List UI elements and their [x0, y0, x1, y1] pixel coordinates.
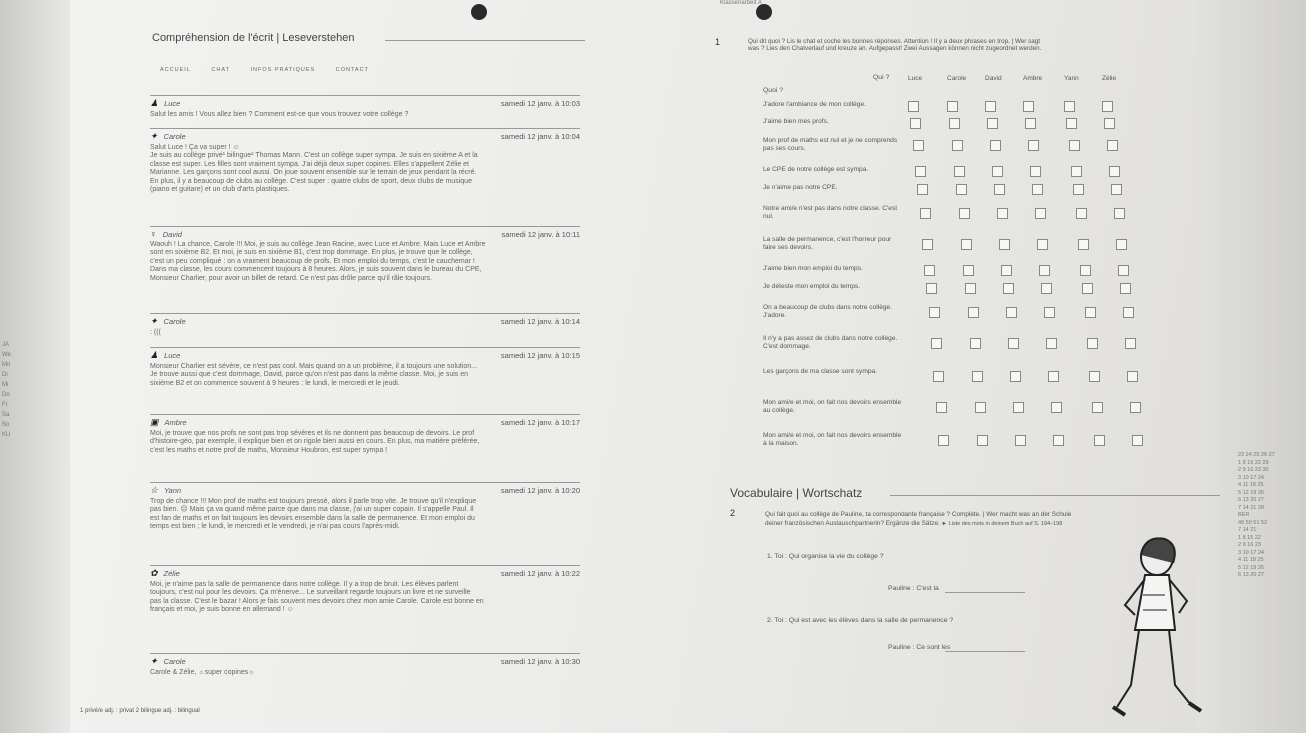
statement: J'aime bien mon emploi du temps.	[763, 265, 863, 272]
message-line: Moi, je trouve que nos profs ne sont pas trop sévères et ils ne donnent pas beaucoup de devoirs. Le prof	[150, 430, 475, 437]
author-name: Yann	[164, 486, 182, 495]
nav-chat[interactable]: CHAT	[211, 67, 230, 73]
section-title: Compréhension de l'écrit | Leseverstehen	[152, 32, 355, 44]
chat-message	[150, 95, 580, 119]
answer-checkbox[interactable]	[1001, 265, 1012, 276]
answer-checkbox[interactable]	[1035, 208, 1046, 219]
message-line: Dans ma classe, les cours commencent toujours à 8 heures. Alors, je suis souvent dans le bureau du CPE,	[150, 266, 482, 274]
answer-checkbox[interactable]	[999, 239, 1010, 250]
task1-instruction-line2: was ? Lies den Chatverlauf und kreuze an. Aufgepasst! Zwei Aussagen können nicht zugeordnet werden.	[748, 45, 1042, 52]
message-line: sixième B2 et on commence souvent à 9 heures : le lundi, le mercredi et le jeudi.	[150, 379, 400, 387]
chat-message	[150, 128, 580, 194]
author-name: Luce	[164, 99, 181, 108]
message-author	[150, 229, 182, 239]
message-timestamp: samedi 12 janv. à 10:03	[500, 99, 580, 108]
answer-checkbox[interactable]	[1123, 307, 1134, 318]
answer-checkbox[interactable]	[1092, 402, 1103, 413]
message-header	[150, 653, 580, 667]
quoi-label: Quoi ?	[763, 87, 784, 94]
answer-checkbox[interactable]	[1032, 184, 1043, 195]
answer-checkbox[interactable]	[931, 338, 942, 349]
message-header	[150, 482, 580, 496]
bird-icon: ✦	[150, 131, 158, 141]
answer-checkbox[interactable]	[1008, 338, 1019, 349]
message-timestamp: samedi 12 janv. à 10:22	[500, 569, 580, 578]
punch-hole	[471, 4, 487, 20]
answer-checkbox[interactable]	[1066, 118, 1077, 129]
nav-accueil[interactable]: ACCUEIL	[160, 67, 191, 73]
margin-fragment: Di	[2, 372, 8, 378]
answer-checkbox[interactable]	[1111, 184, 1122, 195]
answer-checkbox[interactable]	[965, 283, 976, 294]
answer-checkbox[interactable]	[1085, 307, 1096, 318]
column-header: Yann	[1064, 75, 1079, 82]
answer-checkbox[interactable]	[933, 371, 944, 382]
author-name: Carole	[163, 317, 186, 326]
answer-checkbox[interactable]	[926, 283, 937, 294]
message-line: (piano et guitare) et un club d'arts plastiques.	[150, 186, 290, 194]
answer-checkbox[interactable]	[947, 101, 958, 112]
answer-checkbox[interactable]	[963, 265, 974, 276]
message-line: En plus, il y a beaucoup de clubs au collège. C'est super : quatre clubs de sport, deux clubs de musique	[150, 177, 472, 185]
message-line: Moi, je n'aime pas la salle de permanence dans notre collège. Il y a trop de bruit. Les élèves parlent	[150, 581, 459, 588]
message-author	[150, 568, 180, 579]
answer-checkbox[interactable]	[1118, 265, 1129, 276]
answer-checkbox[interactable]	[954, 166, 965, 177]
margin-fragment: We	[2, 352, 11, 358]
answer-checkbox[interactable]	[1003, 283, 1014, 294]
answer-checkbox[interactable]	[1089, 371, 1100, 382]
chat-message	[150, 313, 580, 337]
message-line: Waouh ! La chance, Carole !!! Moi, je suis au collège Jean Racine, avec Luce et Ambre. Mais Luce et Ambre	[150, 241, 486, 248]
qui-label: Qui ?	[873, 74, 890, 81]
message-line: toujours, c'est nul pour les devoirs. Ça m'énerve... Le surveillant regarde toujours un livre et ne surveille	[150, 589, 471, 597]
answer-checkbox[interactable]	[908, 101, 919, 112]
calendar-row: 23 24 25 26 27	[1238, 452, 1275, 458]
column-header: Carole	[947, 75, 967, 82]
message-timestamp: samedi 12 janv. à 10:30	[500, 657, 580, 666]
message-line: sont en sixième B2. Et moi, je suis en sixième B1, c'est trop dommage. En plus, je trouve que le collège,	[150, 249, 473, 257]
answer-2-prompt: Pauline : Ce sont les	[888, 644, 951, 651]
statement: Notre ami/e n'est pas dans notre classe. C'est nul.	[763, 205, 898, 220]
message-timestamp: samedi 12 janv. à 10:11	[501, 229, 580, 239]
chat-message	[150, 414, 580, 455]
message-header	[150, 226, 580, 239]
calendar-row: 3 10 17 24	[1238, 474, 1264, 481]
message-author	[150, 131, 186, 142]
message-line: Je suis au collège privé¹ bilingue² Thomas Mann. C'est un collège super sympa. Je suis en sixième A et la	[150, 152, 478, 160]
message-header	[150, 414, 580, 428]
answer-checkbox[interactable]	[970, 338, 981, 349]
calendar-row: 5 12 19 26	[1238, 489, 1264, 496]
answer-checkbox[interactable]	[1037, 239, 1048, 250]
answer-checkbox[interactable]	[913, 140, 924, 151]
title-rule	[385, 40, 585, 41]
margin-fragment: Sa	[2, 412, 10, 418]
author-name: Zélie	[163, 569, 180, 578]
answer-checkbox[interactable]	[1102, 101, 1113, 112]
answer-checkbox[interactable]	[959, 208, 970, 219]
answer-checkbox[interactable]	[1127, 371, 1138, 382]
chat-message	[150, 226, 580, 283]
answer-checkbox[interactable]	[915, 166, 926, 177]
statement: On a beaucoup de clubs dans notre collège. J'adore.	[763, 304, 893, 319]
answer-checkbox[interactable]	[952, 140, 963, 151]
frame-icon: ▣	[150, 417, 159, 427]
answer-checkbox[interactable]	[1104, 118, 1115, 129]
answer-checkbox[interactable]	[910, 118, 921, 129]
answer-checkbox[interactable]	[1132, 435, 1143, 446]
task1-instruction	[748, 38, 1228, 52]
answer-checkbox[interactable]	[1071, 166, 1082, 177]
answer-checkbox[interactable]	[1082, 283, 1093, 294]
answer-checkbox[interactable]	[994, 184, 1005, 195]
message-line: Trop de chance !!! Mon prof de maths est toujours pressé, alors il parle trop vite. Je trouve qu'il n'explique	[150, 498, 477, 505]
statement: Mon ami/e et moi, on fait nos devoirs ensemble au collège.	[763, 399, 902, 414]
message-author	[150, 656, 186, 667]
statement: Je n'aime pas notre CPE.	[763, 184, 838, 191]
answer-checkbox[interactable]	[1013, 402, 1024, 413]
statement: Il n'y a pas assez de clubs dans notre collège. C'est dommage.	[763, 335, 898, 350]
student-illustration	[1095, 535, 1215, 730]
answer-checkbox[interactable]	[1028, 140, 1039, 151]
margin-fragment: KU	[2, 432, 11, 438]
chat-nav	[160, 67, 387, 73]
answer-checkbox[interactable]	[1051, 402, 1062, 413]
message-timestamp: samedi 12 janv. à 10:20	[500, 486, 580, 495]
answer-checkbox[interactable]	[936, 402, 947, 413]
answer-checkbox[interactable]	[1053, 435, 1064, 446]
bird-icon: ✦	[150, 316, 158, 326]
vocab-title: Vocabulaire | Wortschatz	[730, 486, 863, 500]
message-header	[150, 128, 580, 142]
chat-message	[150, 482, 580, 532]
calendar-row: 7 14 21	[1238, 527, 1257, 533]
question-1: 1. Toi : Qui organise la vie du collège ?	[767, 553, 884, 560]
statement: Les garçons de ma classe sont sympa.	[763, 368, 877, 375]
message-line: français et moi, je suis bonne en allemand ! ☺	[150, 606, 294, 614]
author-name: Carole	[163, 132, 186, 141]
margin-fragment: Mo	[2, 362, 11, 368]
person-icon: ♟	[150, 98, 159, 108]
statement: Le CPE de notre collège est sympa.	[763, 166, 869, 173]
answer-checkbox[interactable]	[938, 435, 949, 446]
answer-checkbox[interactable]	[1015, 435, 1026, 446]
message-timestamp: samedi 12 janv. à 10:17	[500, 418, 580, 427]
pin-icon: ♀	[150, 229, 157, 239]
calendar-row: BER	[1238, 512, 1250, 518]
task1-instruction-line1: Qui dit quoi ? Lis le chat et coche les bonnes réponses. Attention ! Il y a deux phrases en trop. | Wer sagt	[748, 38, 1041, 45]
answer-checkbox[interactable]	[1073, 184, 1084, 195]
message-line: est fan de maths et on fait toujours les devoirs ensemble dans la salle de permanence. Et mon emploi du	[150, 514, 475, 522]
message-line: Monsieur Charlier, pour avoir un billet de retard. Ce n'est pas drôle parce qu'il râle toujours.	[150, 274, 433, 282]
answer-checkbox[interactable]	[956, 184, 967, 195]
answer-checkbox[interactable]	[1010, 371, 1021, 382]
column-header: Luce	[908, 75, 923, 82]
answer-checkbox[interactable]	[1039, 265, 1050, 276]
statement: J'adore l'ambiance de mon collège.	[763, 101, 866, 108]
statement: J'aime bien mes profs.	[763, 118, 829, 125]
message-body	[150, 241, 580, 283]
message-timestamp: samedi 12 janv. à 10:14	[500, 317, 580, 326]
answer-checkbox[interactable]	[1094, 435, 1105, 446]
answer-checkbox[interactable]	[949, 118, 960, 129]
calendar-row: 7 14 21 28	[1238, 504, 1264, 511]
message-line: Je trouve aussi que c'est dommage, David, parce qu'on n'est pas dans la même classe. Moi, je suis en	[150, 371, 469, 379]
chat-message	[150, 347, 580, 388]
column-header: David	[985, 75, 1002, 82]
answer-checkbox[interactable]	[985, 101, 996, 112]
task2-instruction-line1: Qui fait quoi au collège de Pauline, ta correspondante française ? Complète. | Wer macht was an der Schule	[765, 511, 1072, 518]
task1-number: 1	[715, 37, 721, 47]
task2-number: 2	[730, 508, 736, 518]
statement: Mon ami/e et moi, on fait nos devoirs ensemble à la maison.	[763, 432, 902, 447]
message-line: pas la classe. C'est le bazar ! Alors je fais souvent mes devoirs chez mon amie Carole. Carole est bonne en	[150, 597, 484, 605]
author-name: Ambre	[164, 418, 187, 427]
message-body	[150, 329, 580, 337]
answer-checkbox[interactable]	[1080, 265, 1091, 276]
calendar-row: 49 50 51 52	[1238, 519, 1268, 526]
answer-checkbox[interactable]	[1023, 101, 1034, 112]
message-header	[150, 347, 580, 361]
message-line: temps est bien ; le lundi, le mercredi et le vendredi, je n'ai pas cours l'après-midi.	[150, 523, 400, 531]
calendar-row: 4 11 18 25	[1238, 557, 1264, 563]
message-line: Marianne. Les garçons sont cool aussi. On joue souvent ensemble sur le terrain de jeux pendant la récré.	[150, 169, 477, 177]
margin-fragment: So	[2, 422, 10, 428]
message-line: Salut Luce ! Ça va super ! ☺	[150, 144, 240, 151]
calendar-row: 4 11 18 25	[1238, 482, 1264, 488]
answer-checkbox[interactable]	[920, 208, 931, 219]
answer-checkbox[interactable]	[968, 307, 979, 318]
message-line: pas bien. ☹ Mais ça va quand même parce que dans ma classe, j'ai un super copain. Il s'appelle Paul. Il	[150, 506, 474, 514]
margin-fragment: JA	[2, 342, 10, 348]
answer-checkbox[interactable]	[1130, 402, 1141, 413]
message-author	[150, 98, 180, 109]
answer-1-prompt: Pauline : C'est la	[888, 585, 939, 592]
author-name: David	[162, 229, 182, 239]
answer-checkbox[interactable]	[1109, 166, 1120, 177]
calendar-row: 2 9 16 23 30	[1238, 467, 1269, 473]
answer-checkbox[interactable]	[924, 265, 935, 276]
calendar-row: 1 8 15 22	[1238, 534, 1261, 541]
vocab-rule	[890, 495, 1220, 496]
task2-hint: ► Liste des mots in deinem Buch auf S. 194–198	[941, 520, 1063, 527]
answer-checkbox[interactable]	[997, 208, 1008, 219]
message-line: : (((	[150, 329, 161, 336]
calendar-fragments	[1238, 452, 1304, 580]
message-header	[150, 565, 580, 579]
message-line: d'histoire-géo, par exemple, il explique bien et on rigole bien aussi en cours. En plus, ma matière préférée,	[150, 438, 480, 446]
message-line: Carole & Zélie, ☼super copines☼	[150, 669, 255, 676]
message-line: classe est super. Les filles sont vraiment sympa. J'ai déjà deux super copines. Elles s'appellent Zélie et	[150, 160, 470, 168]
flower-icon: ✿	[150, 568, 158, 578]
answer-checkbox[interactable]	[992, 166, 1003, 177]
statement: Je déteste mon emploi du temps.	[763, 283, 861, 290]
author-name: Carole	[163, 657, 186, 666]
message-author	[150, 316, 186, 327]
message-timestamp: samedi 12 janv. à 10:15	[500, 351, 580, 360]
left-margin-fragments	[2, 340, 16, 440]
message-body	[150, 669, 580, 677]
top-fragment-text: Klassenarbeit A	[720, 0, 762, 6]
answer-checkbox[interactable]	[1069, 140, 1080, 151]
task2-instruction-line2: deiner französischen Austauschpartnerin? Ergänze die Sätze.	[765, 519, 940, 527]
answer-checkbox[interactable]	[1006, 307, 1017, 318]
answer-checkbox[interactable]	[922, 239, 933, 250]
message-timestamp: samedi 12 janv. à 10:04	[500, 132, 580, 141]
message-author	[150, 350, 180, 361]
message-header	[150, 313, 580, 327]
message-line: Salut les amis ! Vous allez bien ? Comment est-ce que vous trouvez votre collège ?	[150, 111, 409, 118]
answer-checkbox[interactable]	[1076, 208, 1087, 219]
calendar-row: 3 10 17 24	[1238, 549, 1264, 556]
calendar-row: 6 13 20 27	[1238, 497, 1264, 503]
answer-checkbox[interactable]	[1087, 338, 1098, 349]
chat-message	[150, 565, 580, 615]
answer-checkbox[interactable]	[990, 140, 1001, 151]
answer-checkbox[interactable]	[987, 118, 998, 129]
answer-checkbox[interactable]	[1048, 371, 1059, 382]
nav-infos-pratiques[interactable]: INFOS PRATIQUES	[250, 67, 316, 73]
statement: La salle de permanence, c'est l'horreur pour faire ses devoirs.	[763, 236, 892, 251]
person-icon: ♟	[150, 350, 159, 360]
answer-checkbox[interactable]	[1116, 239, 1127, 250]
answer-checkbox[interactable]	[1046, 338, 1057, 349]
margin-fragment: Do	[2, 392, 10, 398]
message-body	[150, 111, 580, 119]
answer-checkbox[interactable]	[1125, 338, 1136, 349]
answer-checkbox[interactable]	[1064, 101, 1075, 112]
answer-checkbox[interactable]	[1030, 166, 1041, 177]
column-header: Zélie	[1102, 75, 1117, 82]
column-header: Ambre	[1023, 75, 1043, 82]
calendar-row: 6 13 20 27	[1238, 572, 1264, 578]
nav-contact[interactable]: CONTACT	[335, 67, 369, 73]
punch-hole	[756, 4, 772, 20]
answer-1-line[interactable]	[945, 592, 1025, 593]
star-icon: ☆	[150, 485, 159, 495]
message-line: c'est les maths et notre prof de maths, Monsieur Houbron, est super sympa !	[150, 446, 388, 454]
message-line: Monsieur Charlier est sévère, ce n'est pas cool. Mais quand on a un problème, il a toujours une solution...	[150, 363, 478, 370]
message-body	[150, 363, 580, 388]
calendar-row: 2 9 16 23	[1238, 542, 1261, 548]
task2-instruction	[765, 511, 1225, 528]
footnote: 1 privé/e adj. : privat 2 bilingue adj. : bilingual	[80, 708, 200, 714]
answer-checkbox[interactable]	[1044, 307, 1055, 318]
calendar-row: 1 8 15 22 29	[1238, 459, 1269, 466]
chat-message	[150, 653, 580, 677]
answer-checkbox[interactable]	[977, 435, 988, 446]
answer-checkbox[interactable]	[1078, 239, 1089, 250]
question-2: 2. Toi : Qui est avec les élèves dans la salle de permanence ?	[767, 617, 954, 624]
answer-checkbox[interactable]	[1041, 283, 1052, 294]
margin-fragment: Mi	[2, 382, 9, 388]
author-name: Luce	[164, 351, 181, 360]
answer-checkbox[interactable]	[1107, 140, 1118, 151]
answer-checkbox[interactable]	[929, 307, 940, 318]
answer-2-line[interactable]	[945, 651, 1025, 652]
answer-checkbox[interactable]	[975, 402, 986, 413]
calendar-row: 5 12 19 26	[1238, 564, 1264, 571]
message-line: c'est un peu compliqué : on a vraiment beaucoup de profs. Et mon emploi du temps, c'est le cauchemar !	[150, 257, 475, 265]
message-body	[150, 498, 580, 532]
statement: Mon prof de maths est nul et je ne comprends pas ses cours.	[763, 137, 898, 152]
answer-checkbox[interactable]	[972, 371, 983, 382]
bird-icon: ✦	[150, 656, 158, 666]
answer-checkbox[interactable]	[1120, 283, 1131, 294]
message-author	[150, 417, 187, 428]
message-body	[150, 430, 580, 455]
answer-checkbox[interactable]	[1025, 118, 1036, 129]
answer-checkbox[interactable]	[961, 239, 972, 250]
message-author	[150, 485, 181, 496]
answer-checkbox[interactable]	[1114, 208, 1125, 219]
answer-checkbox[interactable]	[917, 184, 928, 195]
message-header	[150, 95, 580, 109]
message-body	[150, 144, 580, 194]
message-body	[150, 581, 580, 615]
margin-fragment: Fr	[2, 402, 8, 408]
